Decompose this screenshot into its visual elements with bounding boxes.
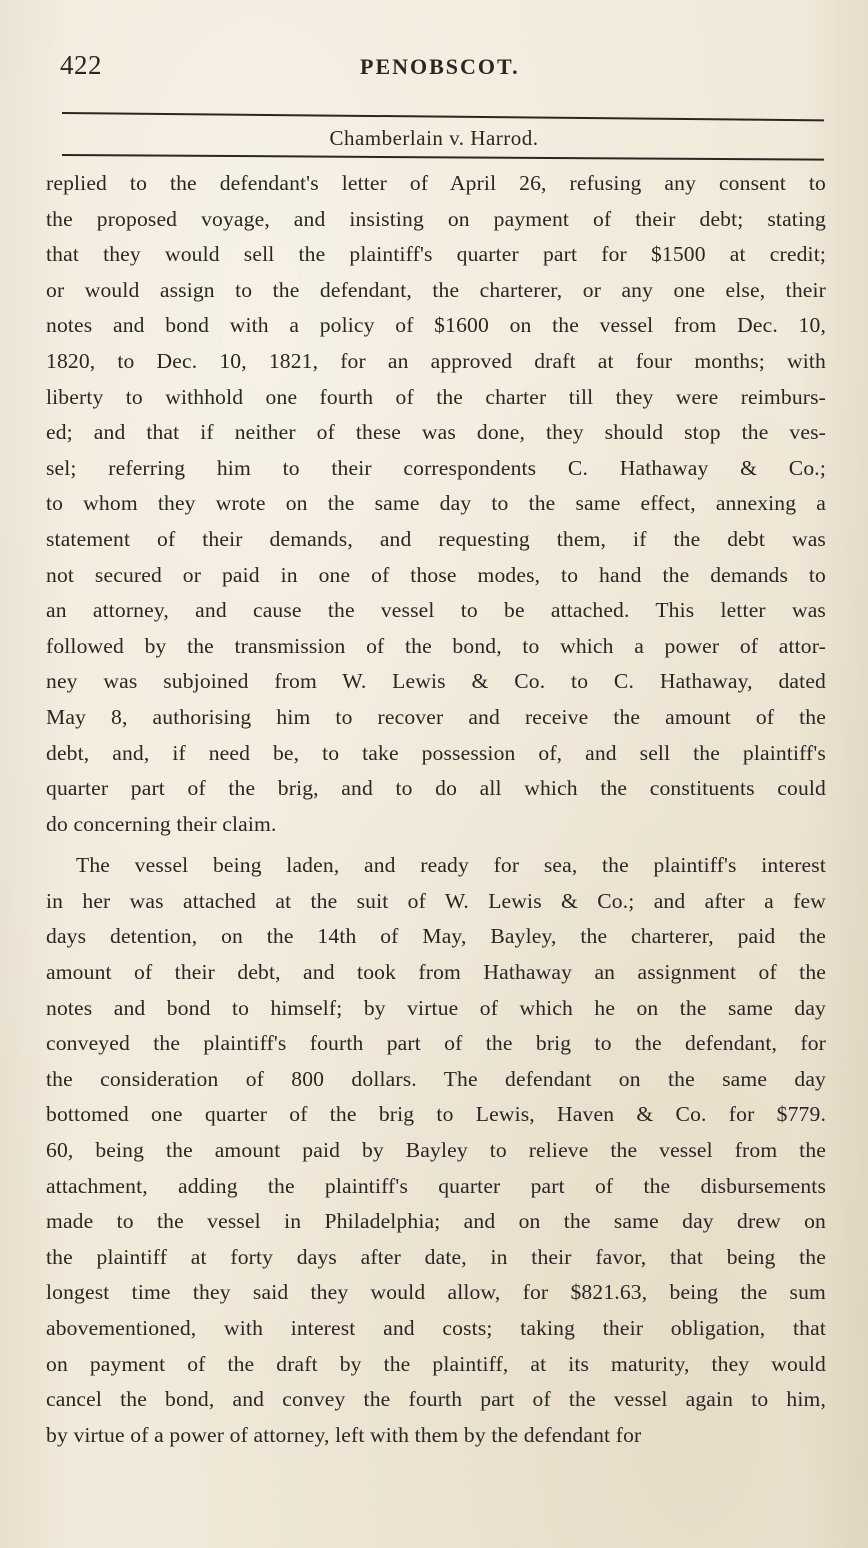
text-line: 60, being the amount paid by Bayley to relieve the vessel from the (46, 1138, 826, 1163)
text-line: quarter part of the brig, and to do all which the constituents could (46, 776, 826, 801)
text-line: to whom they wrote on the same day to the same effect, annexing a (46, 491, 826, 516)
text-line: the consideration of 800 dollars. The defendant on the same day (46, 1066, 826, 1091)
text-line: made to the vessel in Philadelphia; and on the same day drew on (46, 1209, 826, 1234)
text-line: abovementioned, with interest and costs; taking their obligation, that (46, 1316, 826, 1340)
text-line: in her was attached at the suit of W. Lewis & Co.; and after a few (46, 888, 826, 913)
text-line: notes and bond to himself; by virtue of which he on the same day (46, 995, 826, 1020)
text-line: attachment, adding the plaintiff's quarter part of the disbursements (46, 1173, 826, 1198)
text-line: that they would sell the plaintiff's quarter part for $1500 at credit; (46, 242, 826, 267)
text-line: The vessel being laden, and ready for sea, the plaintiff's interest (76, 853, 826, 878)
text-line: sel; referring him to their correspondents C. Hathaway & Co.; (46, 455, 826, 480)
text-line: by virtue of a power of attorney, left with them by the defendant for (46, 1422, 642, 1447)
text-line: notes and bond with a policy of $1600 on the vessel from Dec. 10, (46, 313, 826, 338)
text-line: the proposed voyage, and insisting on payment of their debt; stating (46, 206, 826, 231)
text-line: not secured or paid in one of those modes, to hand the demands to (46, 562, 826, 587)
text-line: 1820, to Dec. 10, 1821, for an approved draft at four months; with (46, 348, 826, 373)
text-line: amount of their debt, and took from Hathaway an assignment of the (46, 960, 826, 985)
header-rule-top (62, 112, 824, 121)
text-line: ney was subjoined from W. Lewis & Co. to C. Hathaway, dated (46, 669, 826, 694)
case-title: Chamberlain v. Harrod. (329, 126, 539, 150)
text-line: statement of their demands, and requesting them, if the debt was (46, 526, 826, 551)
text-line: days detention, on the 14th of May, Bayley, the charterer, paid the (46, 924, 826, 949)
text-line: or would assign to the defendant, the charterer, or any one else, their (46, 277, 826, 302)
paragraph (46, 848, 826, 1453)
running-head: PENOBSCOT. (360, 54, 520, 79)
text-line: bottomed one quarter of the brig to Lewis, Haven & Co. for $779. (46, 1102, 826, 1127)
text-line: replied to the defendant's letter of April 26, refusing any consent to (46, 171, 826, 195)
paragraph (46, 166, 826, 842)
text-line: debt, and, if need be, to take possession of, and sell the plaintiff's (46, 740, 826, 765)
text-line: on payment of the draft by the plaintiff, at its maturity, they would (46, 1351, 826, 1376)
text-line: ed; and that if neither of these was done, they should stop the ves- (46, 420, 826, 445)
text-line: May 8, authorising him to recover and receive the amount of the (46, 704, 826, 729)
page-header (0, 46, 868, 86)
text-line: longest time they said they would allow, for $821.63, being the sum (46, 1280, 826, 1305)
text-line: followed by the transmission of the bond, to which a power of attor- (46, 633, 826, 658)
text-line: the plaintiff at forty days after date, in their favor, that being the (46, 1244, 826, 1269)
body-text (46, 166, 826, 1453)
header-rule-bottom (62, 154, 824, 161)
text-line: an attorney, and cause the vessel to be attached. This letter was (46, 598, 826, 623)
page-number: 422 (60, 50, 102, 80)
text-line: cancel the bond, and convey the fourth part of the vessel again to him, (46, 1387, 826, 1412)
text-line: liberty to withhold one fourth of the charter till they were reimburs- (46, 384, 826, 409)
text-line: do concerning their claim. (46, 811, 277, 836)
text-line: conveyed the plaintiff's fourth part of the brig to the defendant, for (46, 1031, 826, 1056)
